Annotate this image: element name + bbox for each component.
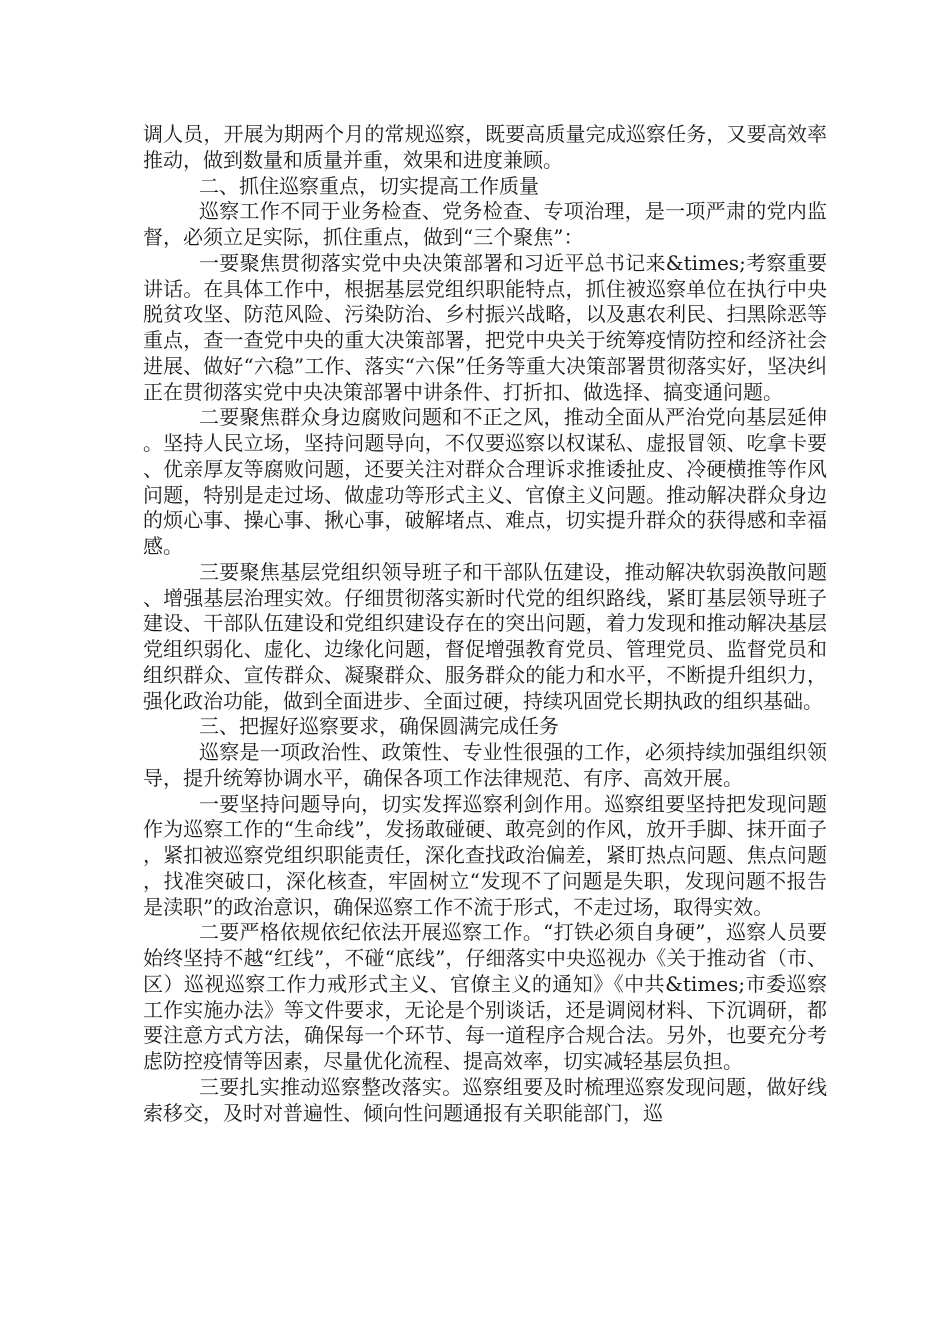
paragraph-10: 三要扎实推动巡察整改落实。巡察组要及时梳理巡察发现问题，做好线索移交，及时对普遍性、倾向性问题通报有关职能部门，巡 bbox=[143, 1074, 827, 1125]
section-heading-3: 三、把握好巡察要求，确保圆满完成任务 bbox=[199, 714, 559, 739]
paragraph-2: 巡察工作不同于业务检查、党务检查、专项治理，是一项严肃的党内监督，必须立足实际，抓住重点，做到“三个聚焦”： bbox=[143, 199, 827, 249]
paragraph-3: 一要聚焦贯彻落实党中央决策部署和习近平总书记来&times;考察重要讲话。在具体工作中，根据基层党组织职能特点，抓住被巡察单位在执行中央脱贫攻坚、防范风险、污染防治、乡村振兴战略，以及惠农利民、扫黑除恶等重点，查一查党中央的重大决策部署，把党中央关于统筹疫情防控和经济社会进展、做好“六稳”工作、落实“六保”任务等重大决策部署贯彻落实好，坚决纠正在贯彻落实党中央决策部署中讲条件、打折扣、做选择、搞变通问题。 bbox=[143, 250, 827, 404]
section-heading-2: 二、抓住巡察重点，切实提高工作质量 bbox=[199, 173, 539, 198]
paragraph-8: 一要坚持问题导向，切实发挥巡察利剑作用。巡察组要坚持把发现问题作为巡察工作的“生命线”，发扬敢碰硬、敢亮剑的作风，放开手脚、抹开面子，紧扣被巡察党组织职能责任，深化查找政治偏差，紧盯热点问题、焦点问题，找准突破口，深化核查，牢固树立“发现不了问题是失职，发现问题不报告是渎职”的政治意识，确保巡察工作不流于形式，不走过场，取得实效。 bbox=[143, 791, 827, 919]
paragraph-0: 调人员，开展为期两个月的常规巡察，既要高质量完成巡察任务，又要高效率推动，做到数量和质量并重，效果和进度兼顾。 bbox=[143, 122, 827, 172]
paragraph-9: 二要严格依规依纪依法开展巡察工作。“打铁必须自身硬”，巡察人员要始终坚持不越“红线”，不碰“底线”，仔细落实中央巡视办《关于推动省（市、区）巡视巡察工作力戒形式主义、官僚主义的通知》《中共&times;市委巡察工作实施办法》等文件要求，无论是个别谈话，还是调阅材料、下沉调研，都要注意方式方法，确保每一个环节、每一道程序合规合法。另外，也要充分考虑防控疫情等因素，尽量优化流程、提高效率，切实减轻基层负担。 bbox=[143, 920, 827, 1073]
paragraph-7: 巡察是一项政治性、政策性、专业性很强的工作，必须持续加强组织领导，提升统筹协调水平，确保各项工作法律规范、有序、高效开展。 bbox=[143, 740, 827, 790]
paragraph-5: 三要聚焦基层党组织领导班子和干部队伍建设，推动解决软弱涣散问题、增强基层治理实效。仔细贯彻落实新时代党的组织路线，紧盯基层领导班子建设、干部队伍建设和党组织建设存在的突出问题，着力发现和推动解决基层党组织弱化、虚化、边缘化问题，督促增强教育党员、管理党员、监督党员和组织群众、宣传群众、凝聚群众、服务群众的能力和水平，不断提升组织力，强化政治功能，做到全面进步、全面过硬，持续巩固党长期执政的组织基础。 bbox=[143, 559, 827, 713]
document-page bbox=[143, 122, 827, 1126]
paragraph-4: 二要聚焦群众身边腐败问题和不正之风，推动全面从严治党向基层延伸。坚持人民立场，坚持问题导向，不仅要巡察以权谋私、虚报冒领、吃拿卡要、优亲厚友等腐败问题，还要关注对群众合理诉求推诿扯皮、冷硬横推等作风问题，特别是走过场、做虚功等形式主义、官僚主义问题。推动解决群众身边的烦心事、操心事、揪心事，破解堵点、难点，切实提升群众的获得感和幸福感。 bbox=[143, 405, 827, 558]
